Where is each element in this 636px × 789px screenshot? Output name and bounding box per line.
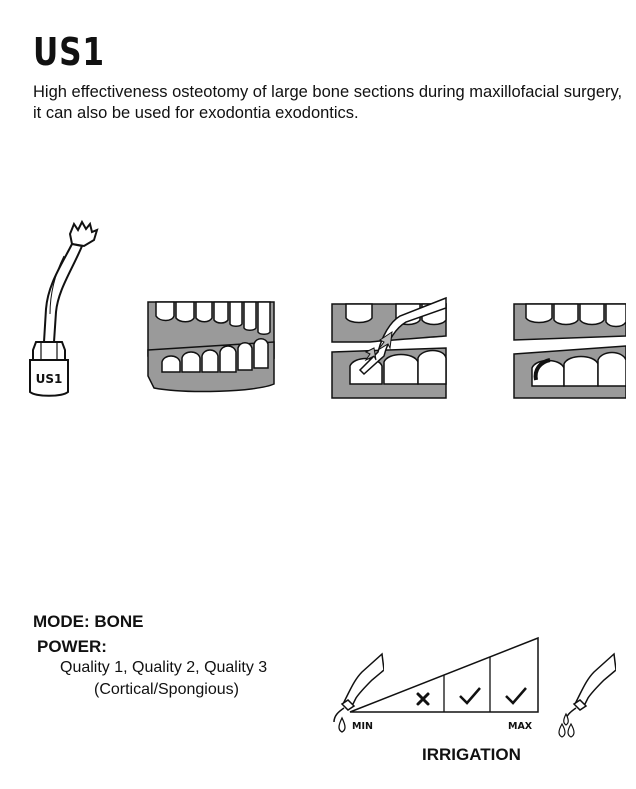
water-drop-icon: [339, 718, 345, 732]
irrigation-scale: [340, 634, 540, 720]
jaw-illustration-full: [146, 296, 276, 396]
quality-sub: (Cortical/Spongious): [94, 681, 239, 698]
irrigation-min-label: MIN: [352, 721, 373, 732]
us1-tip-illustration: [22, 214, 102, 399]
irrigation-title: IRRIGATION: [422, 745, 521, 764]
quality-list: Quality 1, Quality 2, Quality 3: [60, 659, 268, 676]
page-description: High effectiveness osteotomy of large bone sections during maxillofacial surgery, it can also be used for exodontia exodontics.: [33, 83, 623, 122]
handpiece-high-irrigation-icon: [552, 650, 616, 742]
tip-label: US1: [35, 372, 63, 386]
water-drops-icon: [559, 714, 574, 737]
irrigation-max-label: MAX: [508, 721, 533, 732]
jaw-illustration-result: [512, 296, 626, 400]
mode-label: MODE: BONE: [33, 612, 144, 631]
page-title: US1: [33, 30, 105, 74]
jaw-illustration-cutting: [330, 296, 448, 400]
power-label: POWER:: [37, 637, 107, 656]
